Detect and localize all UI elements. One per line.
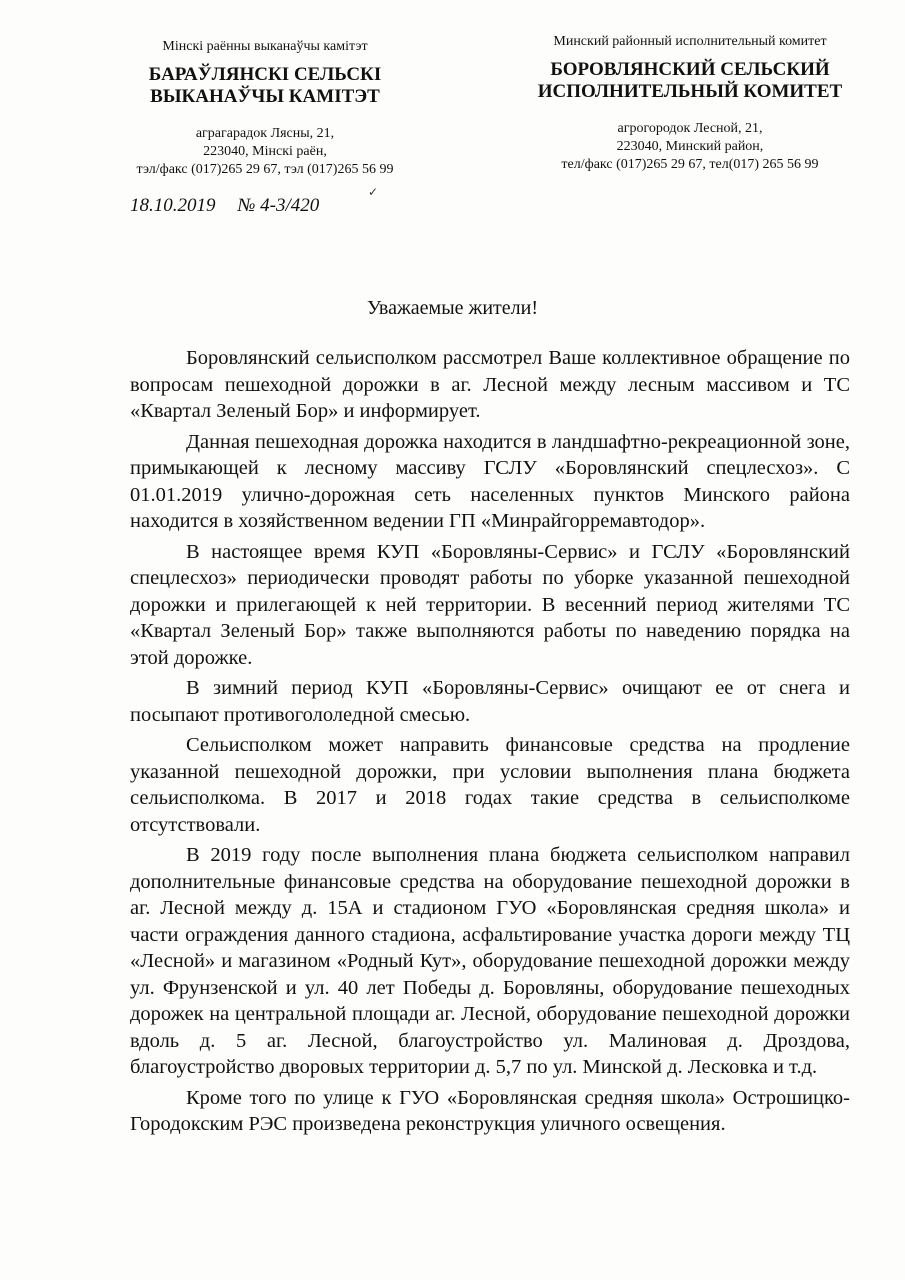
address-be [100, 125, 430, 179]
address-be-line2: 223040, Мінскі раён, [203, 144, 327, 159]
parent-org-ru: Минский районный исполнительный комитет [553, 34, 827, 49]
org-name-ru-line2: ИСПОЛНИТЕЛЬНЫЙ КОМИТЕТ [537, 81, 843, 102]
header-russian [515, 33, 865, 174]
greeting: Уважаемые жители! [367, 297, 538, 319]
letter-body [130, 345, 850, 1142]
org-name-be-line2: ВЫКАНАЎЧЫ КАМІТЭТ [150, 86, 380, 107]
address-ru-line1: агрогородок Лесной, 21, [617, 121, 763, 136]
reference-date: 18.10.2019 [130, 195, 216, 216]
body-paragraph: В зимний период КУП «Боровляны-Сервис» очищают ее от снега и посыпают противогололедной смесью. [130, 677, 850, 726]
body-paragraph: В настоящее время КУП «Боровляны-Сервис» и ГСЛУ «Боровлянский спецлесхоз» периодически проводят работы по уборке указанной пешеходной дорожки и прилегающей к ней территории. В весенний период жителями ТС «Квартал Зеленый Бор» также выполняются работы по наведению порядка на этой дорожке. [130, 540, 850, 669]
body-paragraph: Кроме того по улице к ГУО «Боровлянская средняя школа» Острошицко-Городокским РЭС произведена реконструкция уличного освещения. [130, 1086, 850, 1135]
address-ru-line3: тел/факс (017)265 29 67, тел(017) 265 56 99 [561, 157, 819, 172]
parent-org-be: Мінскі раённы выканаўчы камітэт [162, 39, 368, 54]
org-name-ru-line1: БОРОВЛЯНСКИЙ СЕЛЬСКИЙ [550, 59, 830, 80]
body-paragraph: Данная пешеходная дорожка находится в ландшафтно-рекреационной зоне, примыкающей к лесному массиву ГСЛУ «Боровлянский спецлесхоз». С 01.01.2019 улично-дорожная сеть населенных пунктов Минского района находится в хозяйственном ведении ГП «Минрайгорремавтодор». [130, 430, 850, 532]
address-be-line1: аграгарадок Лясны, 21, [195, 126, 335, 141]
address-ru [515, 120, 865, 174]
body-paragraph: Сельисполком может направить финансовые средства на продление указанной пешеходной дорожки, при условии выполнения плана бюджета сельисполкома. В 2017 и 2018 годах такие средства в сельисполкоме отсутствовали. [130, 734, 850, 836]
reference-number: № 4-3/420 [237, 195, 320, 216]
org-name-ru [515, 59, 865, 103]
org-name-be-line1: БАРАЎЛЯНСКІ СЕЛЬСКІ [148, 64, 382, 85]
header-belarusian [100, 38, 430, 179]
org-name-be [100, 64, 430, 108]
reference-line [130, 195, 319, 217]
address-be-line3: тэл/факс (017)265 29 67, тэл (017)265 56 99 [136, 162, 394, 177]
body-paragraph: В 2019 году после выполнения плана бюджета сельисполком направил дополнительные финансовые средства на оборудование пешеходной дорожки в аг. Лесной между д. 15А и стадионом ГУО «Боровлянская средняя школа» и части ограждения данного стадиона, асфальтирование участка дороги между ТЦ «Лесной» и магазином «Родный Кут», оборудование пешеходной дорожки между ул. Фрунзенской и ул. 40 лет Победы д. Боровляны, оборудование пешеходных дорожек на центральной площади аг. Лесной, оборудование пешеходной дорожки вдоль д. 5 аг. Лесной, благоустройство ул. Малиновая д. Дроздова, благоустройство дворовых территории д. 5,7 по ул. Минской д. Лесковка и т.д. [130, 844, 850, 1078]
body-paragraph: Боровлянский сельисполком рассмотрел Ваше коллективное обращение по вопросам пешеходной дорожки в аг. Лесной между лесным массивом и ТС «Квартал Зеленый Бор» и информирует. [130, 347, 850, 422]
scan-speck: ✓ [368, 185, 379, 199]
address-ru-line2: 223040, Минский район, [616, 139, 764, 154]
